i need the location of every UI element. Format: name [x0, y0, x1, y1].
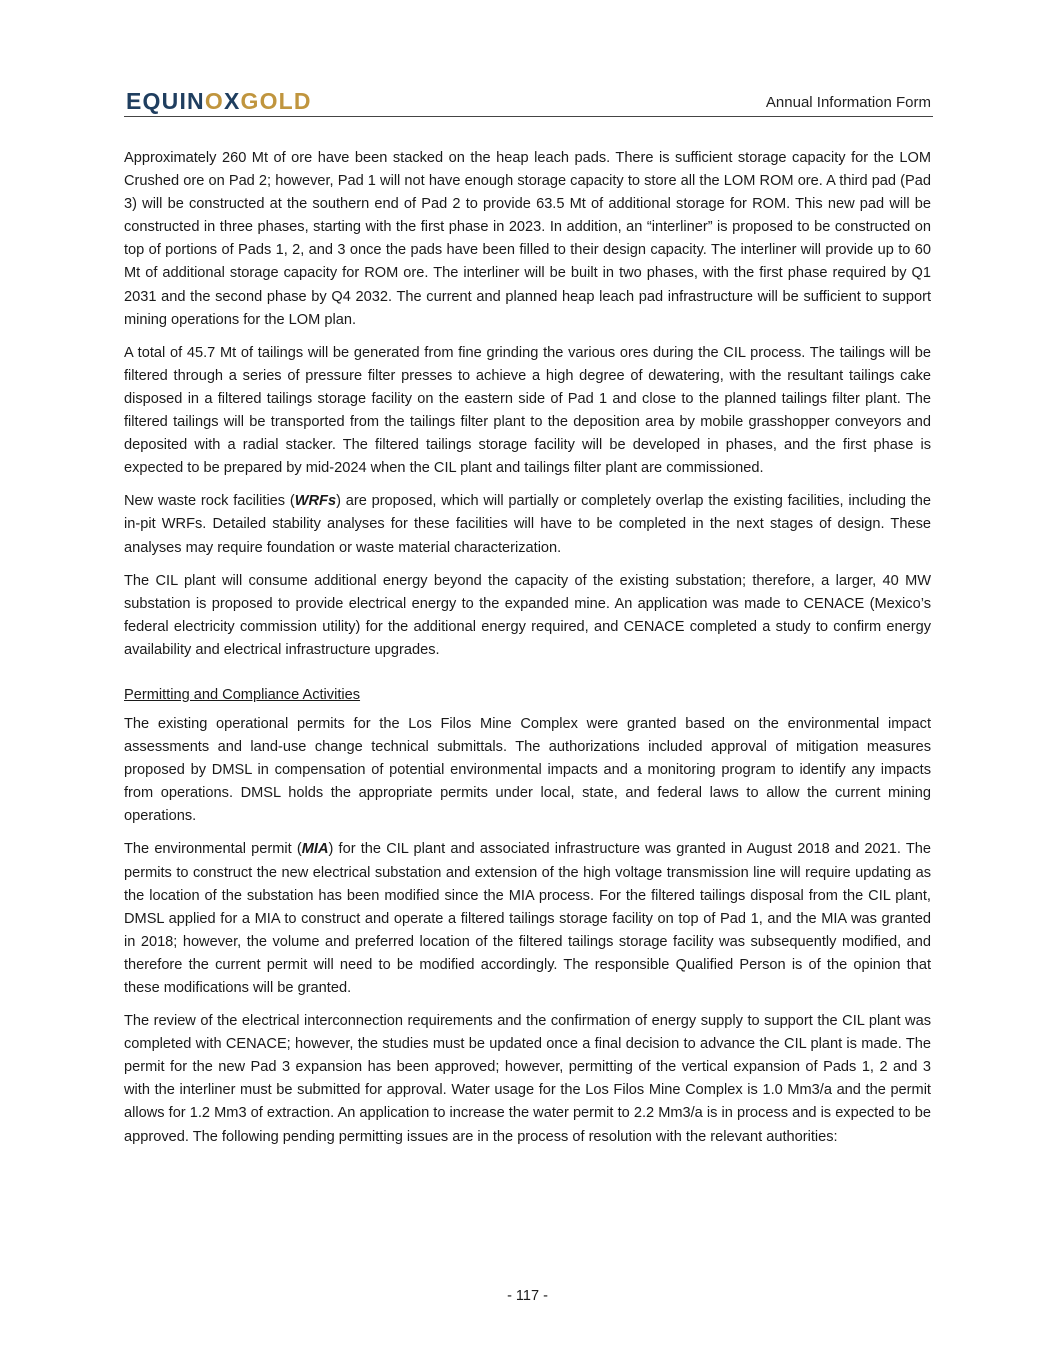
- paragraph-electrical-review: The review of the electrical interconnection requirements and the confirmation of energy supply to support the CIL plant was completed with CENACE; however, the studies must be updated once a final decision to advance the CIL plant is made. The permit for the new Pad 3 expansion has been approved; however, permitting of the vertical expansion of Pads 1, 2 and 3 with the interliner must be submitted for approval. Water usage for the Los Filos Mine Complex is 1.0 Mm3/a and the permit allows for 1.2 Mm3 of extraction. An application to increase the water permit to 2.2 Mm3/a is in process and is expected to be approved. The following pending permitting issues are in the process of resolution with the relevant authorities:: [124, 1013, 931, 1145]
- paragraph-waste-rock: [124, 490, 931, 559]
- waste-rock-text-start: New waste rock facilities (: [124, 493, 295, 510]
- paragraph-operational-permits: The existing operational permits for the Los Filos Mine Complex were granted based on the environmental impact assessments and land-use change technical submittals. The authorizations included approval of mitigation measures proposed by DMSL in compensation of potential environmental impacts and a monitoring program to identify any impacts from operations. DMSL holds the appropriate permits under local, state, and federal laws to allow the current mining operations.: [124, 715, 931, 825]
- waste-rock-text-end: ) are proposed, which will partially or completely overlap the existing facilities, including the in-pit WRFs. Detailed stability analyses for these facilities will have to be completed in the next stages of design. These analyses may require foundation or waste material characterization.: [124, 493, 932, 556]
- page-number: - 117 -: [507, 1288, 548, 1304]
- mia-text-start: The environmental permit (: [124, 841, 302, 858]
- paragraph-substation: The CIL plant will consume additional energy beyond the capacity of the existing substation; therefore, a larger, 40 MW substation is proposed to provide electrical energy to the expanded mine. An application was made to CENACE (Mexico’s federal electricity commission utility) for the additional energy required, and CENACE completed a study to confirm energy availability and electrical infrastructure upgrades.: [124, 572, 931, 658]
- paragraph-tailings: A total of 45.7 Mt of tailings will be generated from fine grinding the various ores during the CIL process. The tailings will be filtered through a series of pressure filter presses to achieve a high degree of dewatering, with the resultant tailings cake disposed in a filtered tailings storage facility on the eastern side of Pad 1 and close to the planned tailings filter plant. The filtered tailings will be transported from the tailings filter plant to the deposition area by mobile grasshopper conveyors and deposited with a radial stacker. The filtered tailings storage facility will be developed in phases, and the first phase is expected to be prepared by mid-2024 when the CIL plant and tailings filter plant are commissioned.: [124, 344, 931, 477]
- defined-term-wrfs: WRFs: [294, 493, 337, 510]
- paragraph-heap-leach: Approximately 260 Mt of ore have been stacked on the heap leach pads. There is sufficient storage capacity for the LOM Crushed ore on Pad 2; however, Pad 1 will not have enough storage capacity to store all the LOM ROM ore. A third pad (Pad 3) will be constructed at the southern end of Pad 2 to provide 63.5 Mt of additional storage for ROM. This new pad will be constructed in three phases, starting with the first phase in 2023. In addition, an “interliner” is proposed to be constructed on top of portions of Pads 1, 2, and 3 once the pads have been filled to their design capacity. The interliner will provide up to 60 Mt of additional storage capacity for ROM ore. The interliner will be built in two phases, with the first phase required by Q1 2031 and the second phase by Q4 2032. The current and planned heap leach pad infrastructure will be sufficient to support mining operations for the LOM plan.: [124, 150, 931, 328]
- logo-text-x: X: [223, 88, 241, 114]
- mia-text-end: ) for the CIL plant and associated infrastructure was granted in August 2018 and 2021. The permits to construct the new electrical substation and extension of the high voltage transmission line will require updating as the location of the substation has been modified since the MIA process. For the filtered tailings disposal from the CIL plant, DMSL applied for a MIA to construct and operate a filtered tailings storage facility on top of Pad 1, and the MIA was granted in 2018; however, the volume and preferred location of the filtered tailings storage facility was subsequently modified, and therefore the current permit will need to be modified accordingly. The responsible Qualified Person is of the opinion that these modifications will be granted.: [124, 841, 931, 996]
- logo-text-equin: EQUIN: [126, 88, 205, 114]
- page-body: [124, 147, 931, 1159]
- logo-text-gold: GOLD: [240, 88, 312, 114]
- paragraph-environmental-permit: [124, 838, 931, 1000]
- document-title: Annual Information Form: [765, 94, 931, 111]
- defined-term-mia: MIA: [301, 841, 329, 858]
- logo-text-o: O: [204, 88, 224, 114]
- section-heading-permitting: Permitting and Compliance Activities: [124, 686, 361, 703]
- equinox-gold-logo: [126, 88, 312, 114]
- page-header: [124, 86, 933, 117]
